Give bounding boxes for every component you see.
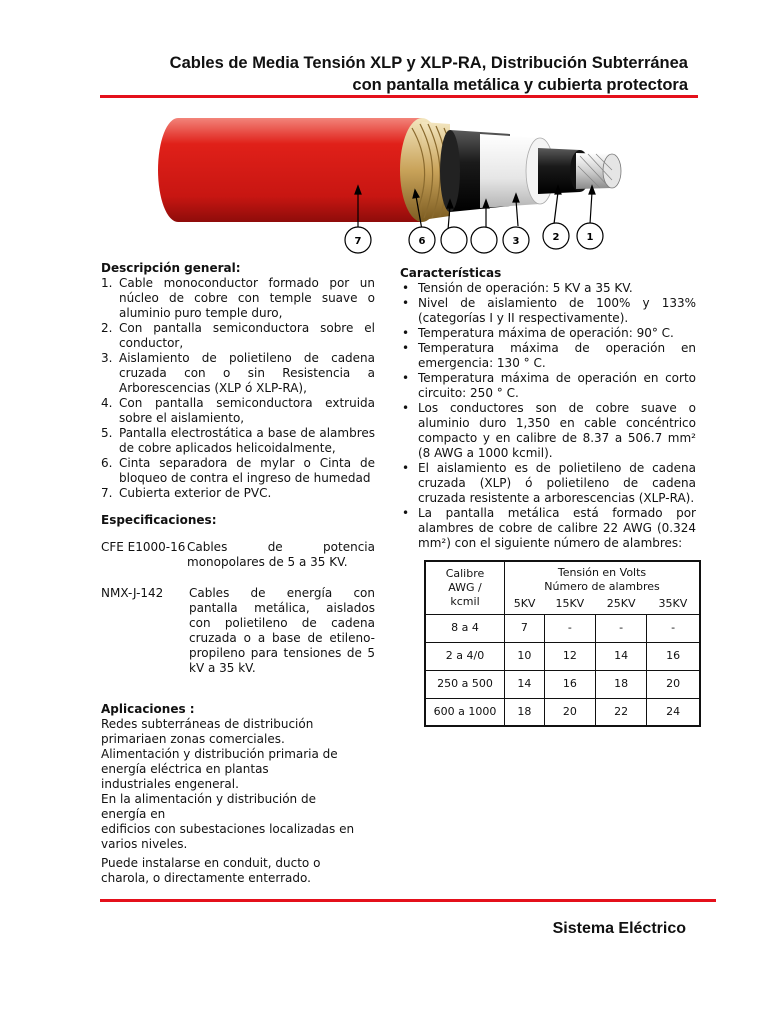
callout-6 <box>409 227 435 253</box>
column-header: 25KV <box>596 594 647 614</box>
column-header: 35KV <box>647 594 700 614</box>
pvc-jacket <box>158 118 422 222</box>
spec-text: Cables de energía con pantalla metálica, aislados con polietileno de cadena cruzada o a base de etileno-propileno para tensiones de 5 kV a 35 kV. <box>189 586 375 675</box>
spec-code: NMX-J-142 <box>101 586 164 600</box>
list-item: • Temperatura máxima de operación en emergencia: 130 ° C. <box>402 341 696 370</box>
table-row: 600 a 1000 18 20 22 24 <box>425 698 700 726</box>
table-row: 250 a 500 14 16 18 20 <box>425 670 700 698</box>
callout-7 <box>345 227 371 253</box>
caracteristicas-list <box>400 281 696 551</box>
callout-2 <box>543 223 569 249</box>
column-header: 5KV <box>505 594 545 614</box>
caracteristicas-heading: Características <box>400 266 502 280</box>
title-line-2: con pantalla metálica y cubierta protectora <box>352 76 688 94</box>
callout-5 <box>441 227 467 253</box>
left-column <box>101 261 375 886</box>
list-item: • Tensión de operación: 5 KV a 35 KV. <box>402 281 633 295</box>
descripcion-heading: Descripción general: <box>101 261 241 275</box>
callout-3-label: 3 <box>512 236 520 247</box>
aplicaciones-text <box>101 717 375 852</box>
spec-nmx <box>101 586 375 676</box>
table-row: 2 a 4/0 10 12 14 16 <box>425 642 700 670</box>
list-item: • El aislamiento es de polietileno de cadena cruzada (XLP) ó polietileno de cadena cruzada resistente a arborescencias (XLP-RA). <box>402 461 696 505</box>
callout-4 <box>471 227 497 253</box>
list-item: • Nivel de aislamiento de 100% y 133% (categorías I y II respectivamente). <box>402 296 696 325</box>
aplicaciones-line: En la alimentación y distribución de energía en <box>101 792 316 821</box>
list-item: • La pantalla metálica está formado por alambres de cobre de calibre 22 AWG (0.324 mm²) con el siguiente número de alambres: <box>402 506 696 550</box>
list-item: • Temperatura máxima de operación en corto circuito: 250 ° C. <box>402 371 696 400</box>
callout-7-label: 7 <box>354 236 362 247</box>
list-item: 3. Aislamiento de polietileno de cadena cruzada con o sin Resistencia a Arborescencias (XLP ó XLP-RA), <box>101 351 375 395</box>
spec-code: CFE E1000-16 <box>101 540 186 554</box>
tension-group-header: Tensión en Volts Número de alambres <box>505 561 701 594</box>
list-item: 7. Cubierta exterior de PVC. <box>101 486 272 500</box>
callout-1 <box>577 223 603 249</box>
callout-6-label: 6 <box>418 236 426 247</box>
callout-3 <box>503 227 529 253</box>
bottom-divider <box>100 899 716 902</box>
spec-cfe <box>101 540 375 570</box>
list-item: • Temperatura máxima de operación: 90° C. <box>402 326 674 340</box>
column-header: 15KV <box>544 594 595 614</box>
title-line-1: Cables de Media Tensión XLP y XLP-RA, Distribución Subterránea <box>169 54 688 72</box>
aplicaciones-line: energía eléctrica en plantas industriales engeneral. <box>101 762 269 791</box>
list-item: 6. Cinta separadora de mylar o Cinta de bloqueo de contra el ingreso de humedad <box>101 456 375 485</box>
instalacion-note: Puede instalarse en conduit, ducto o charola, o directamente enterrado. <box>101 856 321 885</box>
page-title <box>100 52 688 96</box>
list-item: • Los conductores son de cobre suave o aluminio duro 1,350 en cable concéntrico compacto y en calibre de 8.37 a 506.7 mm² (8 AWG a 1000 kcmil). <box>402 401 696 460</box>
right-column <box>400 266 696 551</box>
footer-title: Sistema Eléctrico <box>552 920 686 937</box>
list-item: 5. Pantalla electrostática a base de alambres de cobre aplicados helicoidalmente, <box>101 426 375 455</box>
aplicaciones-line: edificios con subestaciones localizadas en varios niveles. <box>101 822 355 851</box>
spec-text: Cables de potencia monopolares de 5 a 35 KV. <box>187 540 375 569</box>
aplicaciones-heading: Aplicaciones : <box>101 702 195 716</box>
especificaciones-heading: Especificaciones: <box>101 513 217 527</box>
copper-conductor <box>576 153 621 189</box>
list-item: 4. Con pantalla semiconductora extruida sobre el aislamiento, <box>101 396 375 425</box>
descripcion-list <box>101 276 375 501</box>
wire-count-table <box>424 560 701 727</box>
list-item: 1. Cable monoconductor formado por un núcleo de cobre con temple suave o aluminio puro temple duro, <box>101 276 375 320</box>
table-row: 8 a 4 7 - - - <box>425 614 700 642</box>
list-item: 2. Con pantalla semiconductora sobre el conductor, <box>101 321 375 350</box>
cable-diagram <box>150 108 630 258</box>
top-divider <box>100 95 698 98</box>
callout-1-label: 1 <box>586 232 594 243</box>
aplicaciones-line: Alimentación y distribución primaria de <box>101 747 338 761</box>
callout-2-label: 2 <box>552 232 560 243</box>
aplicaciones-line: Redes subterráneas de distribución primariaen zonas comerciales. <box>101 717 314 746</box>
calibre-header: Calibre AWG / kcmil <box>425 561 505 614</box>
